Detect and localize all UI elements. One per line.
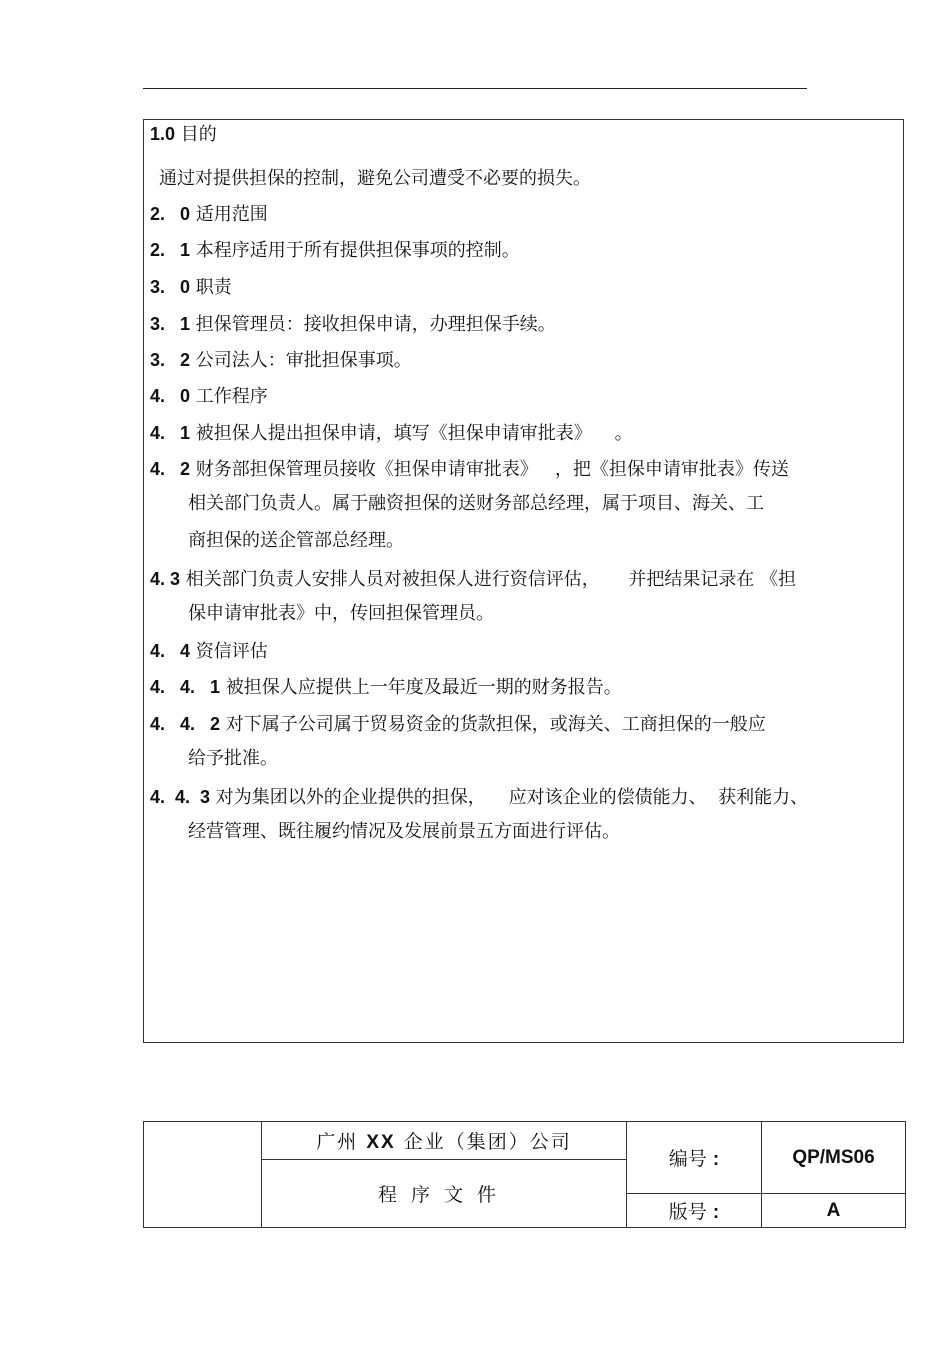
section-text: 相关部门负责人。属于融资担保的送财务部总经理，属于项目、海关、工 bbox=[188, 493, 764, 514]
section-heading: 2. 0 适用范围 bbox=[150, 204, 268, 225]
section-text: 经营管理、既往履约情况及发展前景五方面进行评估。 bbox=[188, 821, 620, 842]
version-label: 版号 : bbox=[627, 1194, 762, 1228]
document-footer-table bbox=[143, 1121, 906, 1228]
company-name: 广州 XX 企业（集团）公司 bbox=[262, 1122, 627, 1160]
section-item: 4. 4. 2 对下属子公司属于贸易资金的货款担保，或海关、工商担保的一般应 bbox=[150, 714, 766, 735]
section-item: 4. 4. 1 被担保人应提供上一年度及最近一期的财务报告。 bbox=[150, 677, 622, 698]
section-heading: 3. 0 职责 bbox=[150, 277, 232, 298]
code-label: 编号 : bbox=[627, 1122, 762, 1194]
document-type: 程序文件 bbox=[262, 1160, 627, 1228]
version-value: A bbox=[762, 1194, 906, 1228]
section-item: 4. 2 财务部担保管理员接收《担保申请审批表》 ，把《担保申请审批表》传送 bbox=[150, 459, 789, 480]
section-text: 通过对提供担保的控制，避免公司遭受不必要的损失。 bbox=[159, 168, 591, 189]
section-text: 保申请审批表》中，传回担保管理员。 bbox=[188, 603, 494, 624]
section-text: 给予批准。 bbox=[188, 748, 278, 769]
section-item: 4. 3 相关部门负责人安排人员对被担保人进行资信评估， 并把结果记录在 《担 bbox=[150, 569, 797, 590]
section-item: 4. 4. 3 对为集团以外的企业提供的担保， 应对该企业的偿债能力、 获利能力、 bbox=[150, 787, 809, 808]
section-heading: 4. 4 资信评估 bbox=[150, 641, 268, 662]
section-text: 商担保的送企管部总经理。 bbox=[188, 530, 404, 551]
logo-cell bbox=[144, 1122, 262, 1228]
section-item: 3. 2 公司法人：审批担保事项。 bbox=[150, 350, 412, 371]
section-item: 2. 1 本程序适用于所有提供担保事项的控制。 bbox=[150, 240, 520, 261]
section-item: 4. 1 被担保人提出担保申请，填写《担保申请审批表》 。 bbox=[150, 423, 633, 444]
section-heading: 1.0 目的 bbox=[150, 124, 217, 145]
section-heading: 4. 0 工作程序 bbox=[150, 386, 268, 407]
section-item: 3. 1 担保管理员：接收担保申请，办理担保手续。 bbox=[150, 314, 556, 335]
code-value: QP/MS06 bbox=[762, 1122, 906, 1194]
header-rule bbox=[143, 88, 807, 89]
